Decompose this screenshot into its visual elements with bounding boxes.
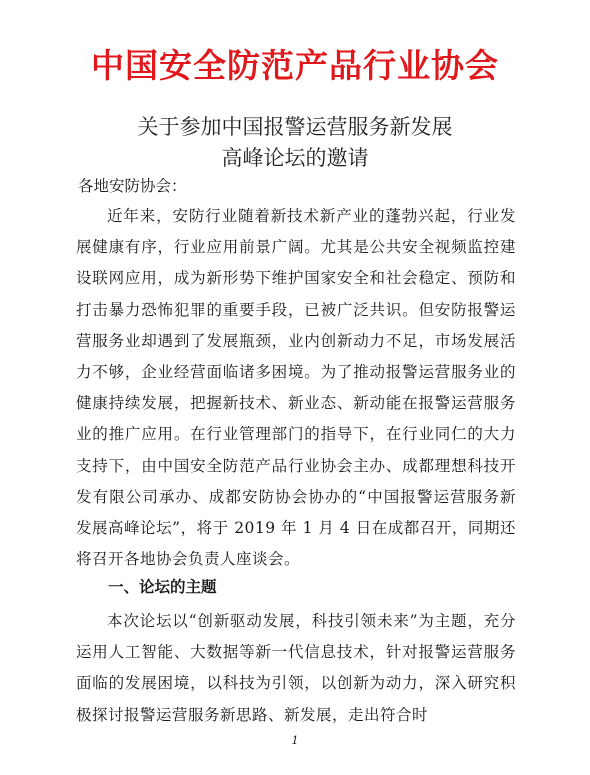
body-paragraph-2: 本次论坛以“创新驱动发展，科技引领未来”为主题，充分运用人工智能、大数据等新一代信息技术，针对报警运营服务面临的发展困境，以科技为引领，以创新为动力，深入研究积极探讨报警运营服务新思路、新发展，走出符合时 bbox=[76, 612, 516, 724]
section-heading-theme: 一、论坛的主题 bbox=[108, 578, 217, 596]
body-paragraph-1: 近年来，安防行业随着新技术新产业的蓬勃兴起，行业发展健康有序，行业应用前景广阔。尤其是公共安全视频监控建设联网应用，成为新形势下维护国家安全和社会稳定、预防和打击暴力恐怖犯罪的重要手段，已被广泛共识。但安防报警运营服务业却遇到了发展瓶颈，业内创新动力不足，市场发展活力不够，企业经营面临诸多困境。为了推动报警运营服务业的健康持续发展，把握新技术、新业态、新动能在报警运营服务业的推广应用。在行业管理部门的指导下，在行业同仁的大力支持下，由中国安全防范产品行业协会主办、成都理想科技开发有限公司承办、成都安防协会协办的“中国报警运营服务新发展高峰论坛”，将于 2019 年 1 月 4 日在成都召开，同期还将召开各地协会负责人座谈会。 bbox=[76, 207, 516, 569]
salutation: 各地安防协会： bbox=[78, 177, 187, 195]
document-title-line-2: 高峰论坛的邀请 bbox=[221, 146, 369, 170]
organization-header: 中国安全防范产品行业协会 bbox=[91, 46, 499, 85]
document-title-line-1: 关于参加中国报警运营服务新发展 bbox=[137, 115, 453, 139]
page-number: 1 bbox=[291, 734, 299, 747]
